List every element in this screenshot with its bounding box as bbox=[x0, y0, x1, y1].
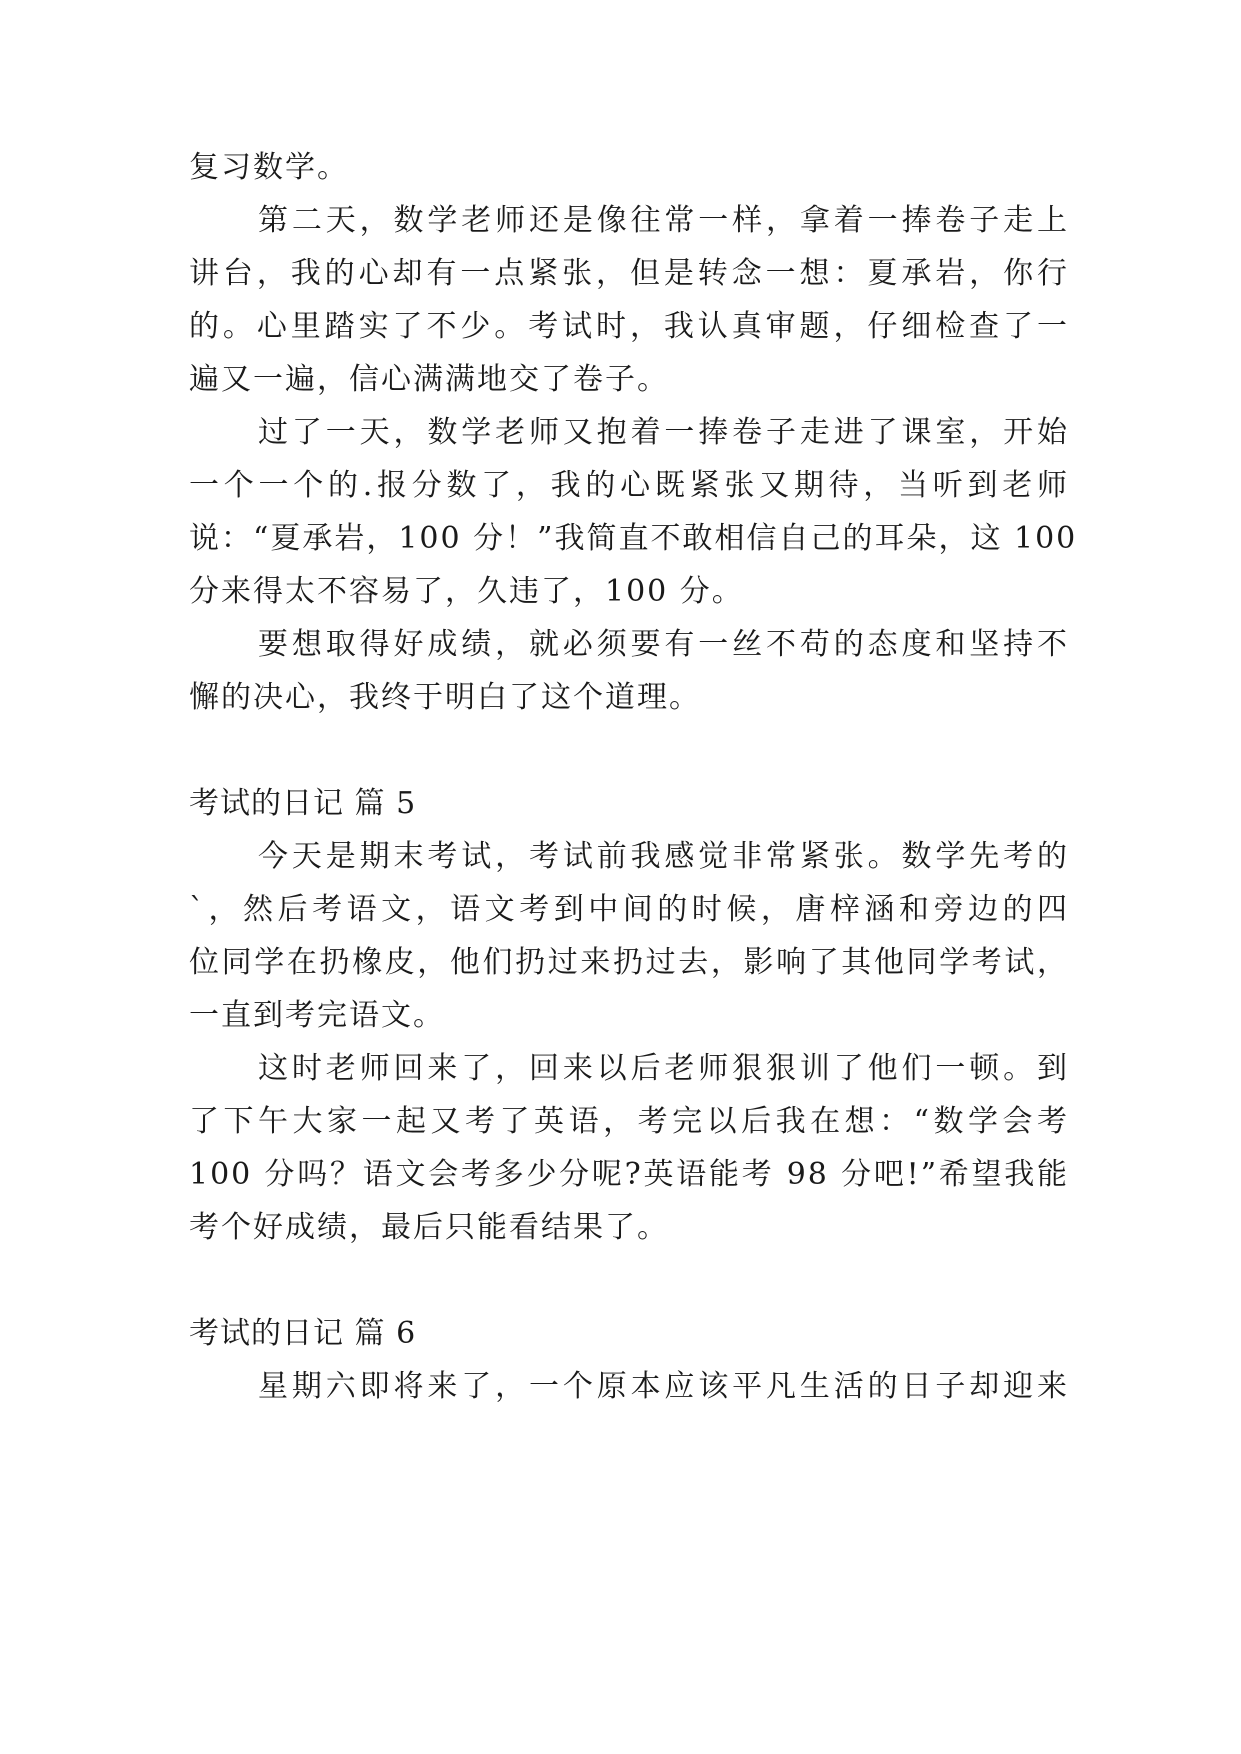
paragraph-line: 这时老师回来了，回来以后老师狠狠训了他们一顿。到 bbox=[258, 1051, 1069, 1086]
paragraph-line: 一直到考完语文。 bbox=[189, 998, 445, 1033]
paragraph-line: 遍又一遍，信心满满地交了卷子。 bbox=[189, 362, 669, 397]
paragraph-line: 分来得太不容易了，久违了，100 分。 bbox=[189, 574, 744, 609]
section-heading: 考试的日记 篇 6 bbox=[189, 1316, 417, 1351]
paragraph-line: 复习数学。 bbox=[189, 150, 349, 185]
paragraph-line: 一个一个的.报分数了，我的心既紧张又期待，当听到老师 bbox=[189, 468, 1069, 503]
section-heading: 考试的日记 篇 5 bbox=[189, 786, 417, 821]
paragraph-line: `，然后考语文，语文考到中间的时候，唐梓涵和旁边的四 bbox=[189, 892, 1069, 927]
paragraph-line: 过了一天，数学老师又抱着一捧卷子走进了课室，开始 bbox=[258, 415, 1069, 450]
paragraph-line: 今天是期末考试，考试前我感觉非常紧张。数学先考的 bbox=[258, 839, 1069, 874]
paragraph-line: 考个好成绩，最后只能看结果了。 bbox=[189, 1210, 669, 1245]
paragraph-line: 星期六即将来了，一个原本应该平凡生活的日子却迎来 bbox=[258, 1369, 1069, 1404]
paragraph-line: 讲台，我的心却有一点紧张，但是转念一想：夏承岩，你行 bbox=[189, 256, 1069, 291]
paragraph-line: 100 分吗？语文会考多少分呢?英语能考 98 分吧!”希望我能 bbox=[189, 1157, 1069, 1192]
paragraph-line: 了下午大家一起又考了英语，考完以后我在想：“数学会考 bbox=[189, 1104, 1069, 1139]
paragraph-line: 位同学在扔橡皮，他们扔过来扔过去，影响了其他同学考试， bbox=[189, 945, 1069, 980]
paragraph-line: 的。心里踏实了不少。考试时，我认真审题，仔细检查了一 bbox=[189, 309, 1069, 344]
paragraph-line: 说：“夏承岩，100 分！”我简直不敢相信自己的耳朵，这 100 bbox=[189, 521, 1078, 556]
paragraph-line: 要想取得好成绩，就必须要有一丝不苟的态度和坚持不 bbox=[258, 627, 1069, 662]
paragraph-line: 第二天，数学老师还是像往常一样，拿着一捧卷子走上 bbox=[258, 203, 1069, 238]
paragraph-line: 懈的决心，我终于明白了这个道理。 bbox=[189, 680, 701, 715]
